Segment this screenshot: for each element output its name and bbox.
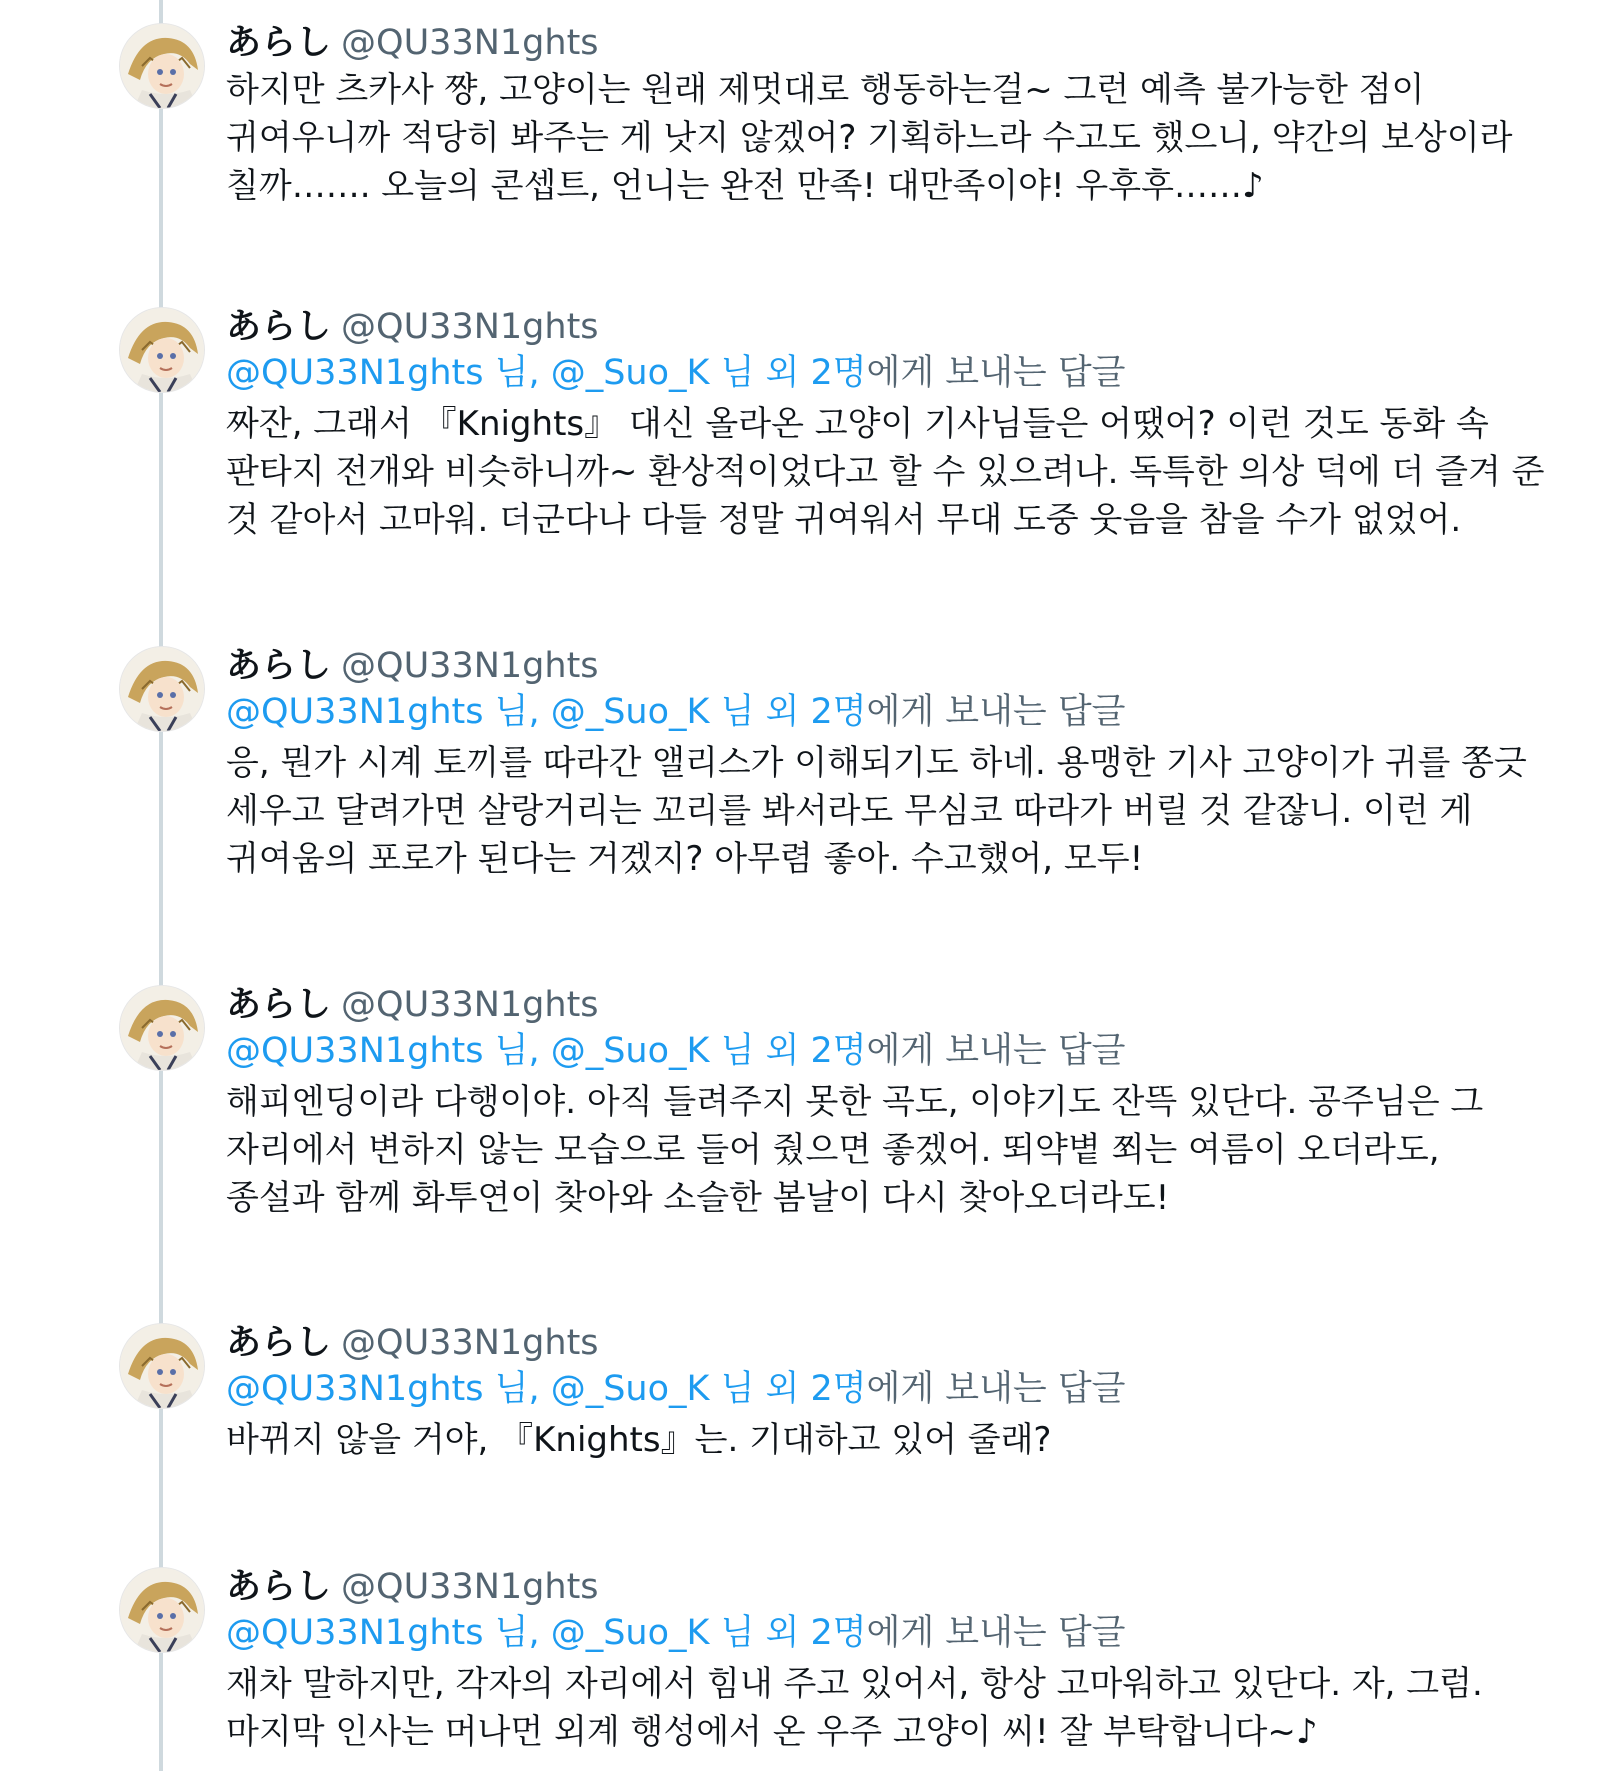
tweet-content xyxy=(226,643,1527,883)
reply-to-line xyxy=(226,350,1496,396)
avatar[interactable] xyxy=(120,24,204,108)
tweet-text xyxy=(226,400,1545,544)
tweet-text xyxy=(226,1660,1496,1756)
tweet-text-line: 판타지 전개와 비슷하니까~ 환상적이었다고 할 수 있으려나. 독특한 의상 덕에 더 즐겨 준 xyxy=(226,452,1545,492)
display-name[interactable]: あらし xyxy=(226,646,332,686)
tweet-content xyxy=(226,20,1513,210)
user-handle[interactable]: @QU33N1ghts xyxy=(341,307,599,347)
reply-mentions-link[interactable]: @QU33N1ghts 님, @_Suo_K 님 외 2명 xyxy=(226,1031,867,1071)
tweet-text-line: 자리에서 변하지 않는 모습으로 들어 줬으면 좋겠어. 뙤약볕 쬐는 여름이 오더라도, xyxy=(226,1130,1440,1170)
tweet-text-line: 하지만 츠카사 쨩, 고양이는 원래 제멋대로 행동하는걸~ 그런 예측 불가능한 점이 xyxy=(226,70,1425,110)
tweet-text-line: 칠까……. 오늘의 콘셉트, 언니는 완전 만족! 대만족이야! 우후후……♪ xyxy=(226,166,1264,206)
tweet-text-line: 응, 뭔가 시계 토끼를 따라간 앨리스가 이해되기도 하네. 용맹한 기사 고양이가 귀를 쫑긋 xyxy=(226,743,1527,783)
reply-to-line xyxy=(226,1610,1496,1656)
tweet-header xyxy=(226,643,1496,689)
tweet-content xyxy=(226,1320,1496,1464)
tweet-text xyxy=(226,739,1527,883)
tweet-text-line: 해피엔딩이라 다행이야. 아직 들려주지 못한 곡도, 이야기도 잔뜩 있단다. 공주님은 그 xyxy=(226,1082,1484,1122)
tweet-text-line: 세우고 달려가면 살랑거리는 꼬리를 봐서라도 무심코 따라가 버릴 것 같잖니. 이런 게 xyxy=(226,791,1473,831)
tweet-content xyxy=(226,304,1545,544)
tweet-header xyxy=(226,1320,1496,1366)
avatar[interactable] xyxy=(120,1568,204,1652)
display-name[interactable]: あらし xyxy=(226,985,332,1025)
thread-line xyxy=(159,0,163,1771)
tweet-content xyxy=(226,982,1496,1222)
reply-mentions-link[interactable]: @QU33N1ghts 님, @_Suo_K 님 외 2명 xyxy=(226,692,867,732)
tweet-text-line: 귀여우니까 적당히 봐주는 게 낫지 않겠어? 기획하느라 수고도 했으니, 약간의 보상이라 xyxy=(226,118,1513,158)
reply-suffix: 에게 보내는 답글 xyxy=(866,1369,1126,1409)
tweet-content xyxy=(226,1564,1496,1756)
display-name[interactable]: あらし xyxy=(226,23,332,63)
tweet-header xyxy=(226,1564,1496,1610)
reply-suffix: 에게 보내는 답글 xyxy=(866,353,1126,393)
avatar[interactable] xyxy=(120,1324,204,1408)
tweet-text xyxy=(226,1078,1496,1222)
tweet-text-line: 종설과 함께 화투연이 찾아와 소슬한 봄날이 다시 찾아오더라도! xyxy=(226,1178,1170,1218)
display-name[interactable]: あらし xyxy=(226,307,332,347)
tweet-text-line: 재차 말하지만, 각자의 자리에서 힘내 주고 있어서, 항상 고마워하고 있단다. 자, 그럼. xyxy=(226,1664,1483,1704)
reply-suffix: 에게 보내는 답글 xyxy=(866,1031,1126,1071)
user-handle[interactable]: @QU33N1ghts xyxy=(341,1323,599,1363)
tweet-header xyxy=(226,20,1496,66)
avatar[interactable] xyxy=(120,308,204,392)
tweet-text xyxy=(226,1416,1496,1464)
reply-to-line xyxy=(226,1028,1496,1074)
user-handle[interactable]: @QU33N1ghts xyxy=(341,985,599,1025)
user-handle[interactable]: @QU33N1ghts xyxy=(341,646,599,686)
reply-mentions-link[interactable]: @QU33N1ghts 님, @_Suo_K 님 외 2명 xyxy=(226,1613,867,1653)
display-name[interactable]: あらし xyxy=(226,1323,332,1363)
display-name[interactable]: あらし xyxy=(226,1567,332,1607)
tweet-text-line: 귀여움의 포로가 된다는 거겠지? 아무렴 좋아. 수고했어, 모두! xyxy=(226,839,1144,879)
avatar[interactable] xyxy=(120,647,204,731)
tweet-text-line: 마지막 인사는 머나먼 외계 행성에서 온 우주 고양이 씨! 잘 부탁합니다~♪ xyxy=(226,1712,1318,1752)
tweet-header xyxy=(226,982,1496,1028)
tweet-text xyxy=(226,66,1513,210)
user-handle[interactable]: @QU33N1ghts xyxy=(341,1567,599,1607)
tweet-text-line: 바뀌지 않을 거야, 『Knights』는. 기대하고 있어 줄래? xyxy=(226,1420,1052,1460)
reply-suffix: 에게 보내는 답글 xyxy=(866,692,1126,732)
reply-to-line xyxy=(226,689,1496,735)
tweet-header xyxy=(226,304,1496,350)
tweet-text-line: 것 같아서 고마워. 더군다나 다들 정말 귀여워서 무대 도중 웃음을 참을 수가 없었어. xyxy=(226,500,1462,540)
reply-to-line xyxy=(226,1366,1496,1412)
reply-suffix: 에게 보내는 답글 xyxy=(866,1613,1126,1653)
reply-mentions-link[interactable]: @QU33N1ghts 님, @_Suo_K 님 외 2명 xyxy=(226,1369,867,1409)
user-handle[interactable]: @QU33N1ghts xyxy=(341,23,599,63)
reply-mentions-link[interactable]: @QU33N1ghts 님, @_Suo_K 님 외 2명 xyxy=(226,353,867,393)
avatar[interactable] xyxy=(120,986,204,1070)
tweet-text-line: 짜잔, 그래서 『Knights』 대신 올라온 고양이 기사님들은 어땠어? 이런 것도 동화 속 xyxy=(226,404,1489,444)
